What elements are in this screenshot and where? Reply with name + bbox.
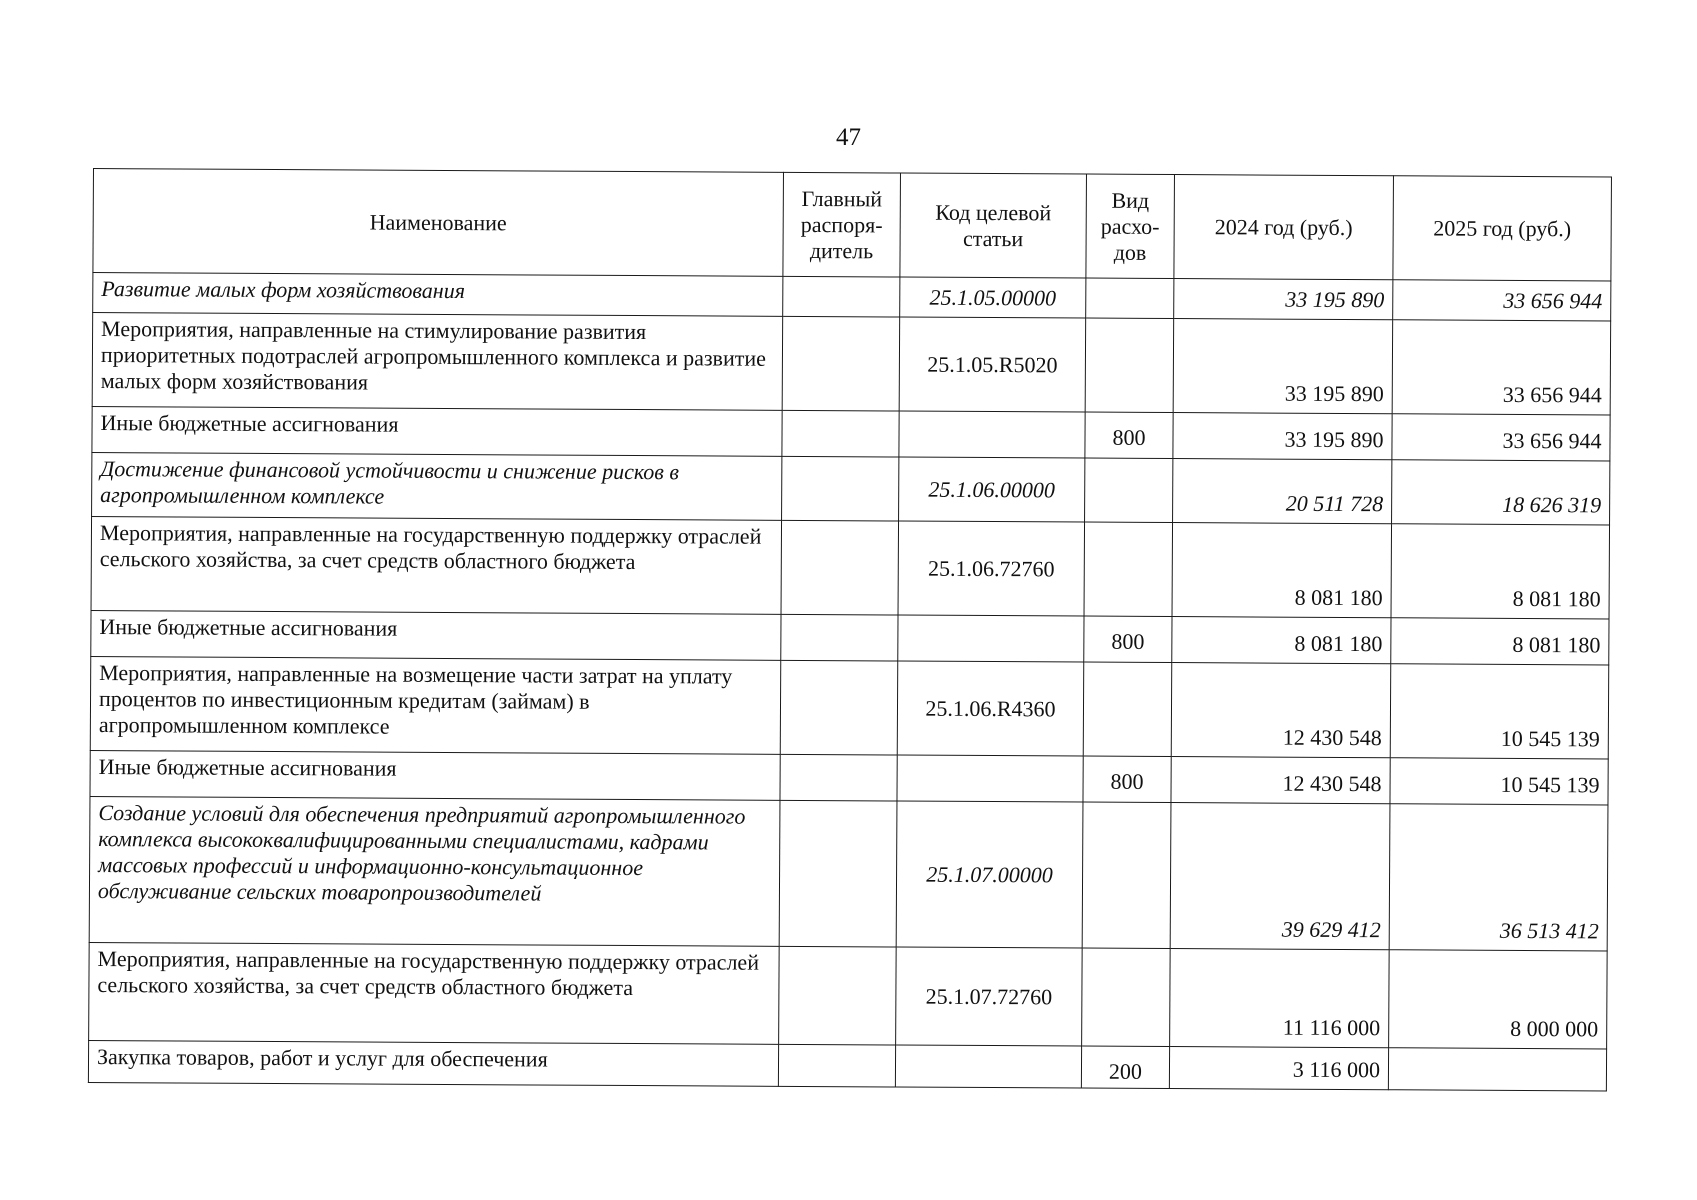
cell-manager (778, 1044, 895, 1087)
cell-amount-2024: 8 081 180 (1172, 523, 1392, 618)
cell-amount-2024: 8 081 180 (1172, 617, 1391, 664)
cell-expense-type (1082, 802, 1171, 948)
cell-manager (782, 410, 899, 457)
cell-amount-2024: 39 629 412 (1170, 803, 1390, 950)
cell-name: Закупка товаров, работ и услуг для обеспечения (88, 1040, 778, 1086)
cell-target-code (898, 615, 1084, 662)
cell-amount-2025: 8 000 000 (1389, 950, 1608, 1049)
cell-expense-type: 800 (1084, 616, 1172, 662)
cell-name: Мероприятия, направленные на возмещение части затрат на уплату процентов по инвестиционным кредитам (займам) в агропромышленном комплексе (90, 656, 781, 754)
cell-name: Мероприятия, направленные на государственную поддержку отраслей сельского хозяйства, за счет средств областного бюджета (91, 516, 782, 614)
cell-manager (780, 754, 897, 801)
cell-target-code (895, 1045, 1081, 1088)
cell-name: Иные бюджетные ассигнования (91, 610, 781, 660)
cell-amount-2025: 10 545 139 (1390, 758, 1608, 805)
cell-target-code: 25.1.06.R4360 (897, 661, 1084, 756)
cell-amount-2025: 8 081 180 (1391, 524, 1610, 619)
cell-amount-2025: 36 513 412 (1389, 804, 1608, 951)
table-row (92, 452, 1610, 524)
cell-name: Иные бюджетные ассигнования (92, 406, 782, 456)
cell-amount-2024: 33 195 890 (1174, 279, 1393, 320)
table-row (88, 1040, 1606, 1090)
table-row (89, 942, 1608, 1048)
budget-table (88, 168, 1612, 1091)
cell-expense-type (1085, 318, 1174, 412)
cell-target-code: 25.1.06.00000 (899, 457, 1085, 522)
cell-expense-type (1083, 662, 1172, 756)
table-header-row (93, 169, 1612, 281)
cell-expense-type: 200 (1081, 1046, 1169, 1088)
cell-amount-2024: 20 511 728 (1173, 459, 1392, 524)
table-row (90, 656, 1609, 758)
table-row (89, 796, 1608, 950)
cell-expense-type (1086, 278, 1174, 318)
cell-name: Развитие малых форм хозяйствования (93, 273, 783, 317)
cell-amount-2025: 33 656 944 (1393, 280, 1611, 321)
cell-name: Достижение финансовой устойчивости и снижение рисков в агропромышленном комплексе (92, 452, 782, 520)
cell-amount-2024: 33 195 890 (1173, 413, 1392, 460)
cell-expense-type: 800 (1085, 412, 1173, 458)
header-name: Наименование (93, 169, 784, 277)
cell-target-code (897, 755, 1083, 802)
cell-manager (781, 520, 899, 615)
cell-amount-2024: 3 116 000 (1169, 1047, 1388, 1090)
table-row (92, 313, 1611, 415)
cell-amount-2025: 10 545 139 (1390, 664, 1609, 759)
cell-name: Создание условий для обеспечения предприятий агропромышленного комплекса высококвалифицированными специалистами, кадрами массовых профессий и информационно-консультационное обслуживание сельских товаропроизводителей (89, 796, 780, 946)
cell-manager (783, 276, 900, 317)
cell-amount-2025: 33 656 944 (1392, 320, 1611, 415)
table-body (88, 273, 1611, 1091)
cell-amount-2025: 8 081 180 (1391, 618, 1609, 665)
cell-amount-2024: 12 430 548 (1171, 757, 1390, 804)
header-code: Код целевой статьи (900, 173, 1087, 278)
cell-amount-2024: 12 430 548 (1171, 663, 1391, 758)
page-number: 47 (836, 124, 861, 151)
cell-target-code (899, 411, 1085, 458)
header-year-2024: 2024 год (руб.) (1174, 175, 1394, 280)
header-type: Вид расхо-дов (1086, 174, 1175, 278)
cell-target-code: 25.1.06.72760 (898, 521, 1085, 616)
cell-manager (780, 660, 898, 755)
cell-name: Мероприятия, направленные на государственную поддержку отраслей сельского хозяйства, за счет средств областного бюджета (89, 942, 780, 1044)
cell-target-code: 25.1.07.00000 (896, 801, 1083, 948)
cell-amount-2025 (1388, 1048, 1606, 1091)
cell-expense-type (1082, 948, 1171, 1046)
cell-target-code: 25.1.05.00000 (900, 277, 1086, 318)
cell-target-code: 25.1.07.72760 (896, 947, 1083, 1046)
cell-manager (782, 456, 899, 521)
cell-amount-2024: 33 195 890 (1173, 319, 1393, 414)
cell-amount-2025: 18 626 319 (1392, 460, 1610, 525)
cell-manager (779, 800, 897, 947)
cell-name: Иные бюджетные ассигнования (90, 750, 780, 800)
table-row (91, 516, 1610, 618)
cell-manager (779, 946, 897, 1045)
cell-amount-2025: 33 656 944 (1392, 414, 1610, 461)
header-manager: Главный распоря-дитель (783, 172, 901, 277)
cell-expense-type (1084, 522, 1173, 616)
header-year-2025: 2025 год (руб.) (1393, 176, 1612, 281)
cell-expense-type: 800 (1083, 756, 1171, 802)
cell-amount-2024: 11 116 000 (1170, 949, 1390, 1048)
cell-manager (782, 316, 900, 411)
cell-target-code: 25.1.05.R5020 (899, 317, 1086, 412)
cell-name: Мероприятия, направленные на стимулирование развития приоритетных подотраслей агропромышленного комплекса и развитие малых форм хозяйствования (92, 313, 783, 411)
cell-manager (781, 614, 898, 661)
cell-expense-type (1085, 458, 1173, 522)
